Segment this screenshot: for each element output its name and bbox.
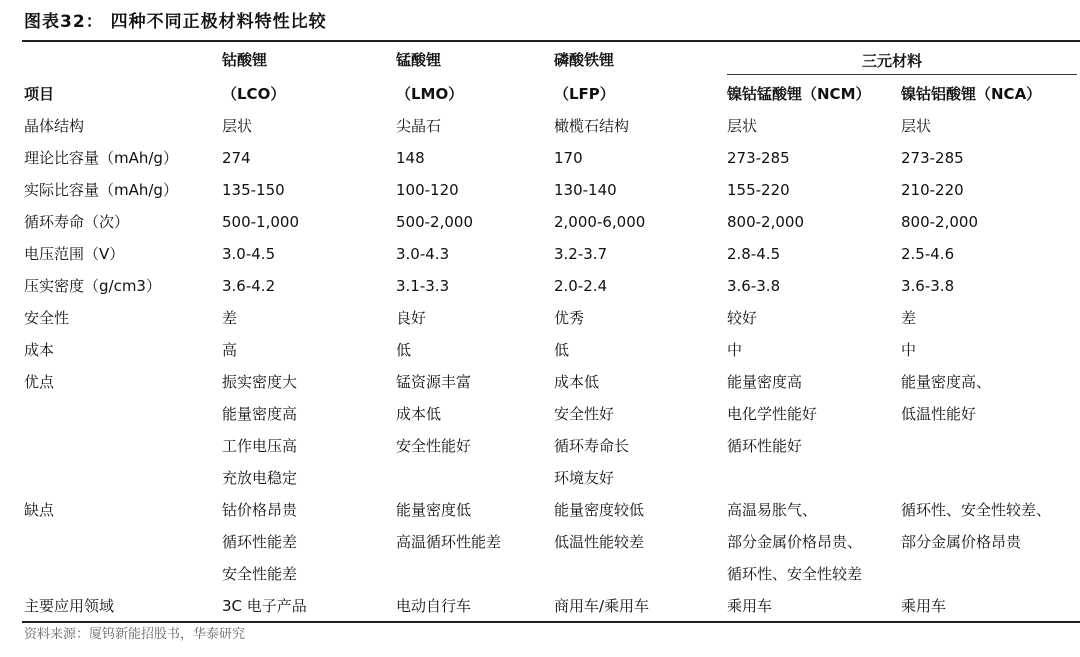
row-label: 安全性 <box>24 309 70 327</box>
table-cell: 155-220 <box>727 181 790 199</box>
advantages-lfp-line: 成本低 <box>554 373 600 391</box>
advantages-lfp-line: 环境友好 <box>554 469 615 487</box>
table-cell: 尖晶石 <box>396 117 442 135</box>
table-cell: 高 <box>222 341 238 359</box>
advantages-lfp-line: 安全性好 <box>554 405 615 423</box>
disadvantages-lfp-line: 低温性能较差 <box>554 533 645 551</box>
header-lmo-name: 锰酸锂 <box>396 51 442 69</box>
header-ncm-code: 镍钴锰酸锂（NCM） <box>727 85 871 103</box>
table-cell: 层状 <box>222 117 253 135</box>
table-cell: 800-2,000 <box>727 213 804 231</box>
advantages-lco-line: 工作电压高 <box>222 437 298 455</box>
applications-cell: 乘用车 <box>727 597 773 615</box>
table-cell: 差 <box>222 309 238 327</box>
header-item-code: 项目 <box>24 85 55 103</box>
applications-label: 主要应用领域 <box>24 597 115 615</box>
header-nca-code: 镍钴铝酸锂（NCA） <box>901 85 1042 103</box>
row-label: 晶体结构 <box>24 117 85 135</box>
table-cell: 500-2,000 <box>396 213 473 231</box>
row-label: 电压范围（V） <box>24 245 125 263</box>
disadvantages-nca-line: 部分金属价格昂贵 <box>901 533 1022 551</box>
advantages-ncm-line: 能量密度高 <box>727 373 803 391</box>
table-cell: 210-220 <box>901 181 964 199</box>
row-label: 成本 <box>24 341 55 359</box>
advantages-lco-line: 能量密度高 <box>222 405 298 423</box>
advantages-ncm-line: 循环性能好 <box>727 437 803 455</box>
table-cell: 层状 <box>727 117 758 135</box>
table-cell: 中 <box>901 341 917 359</box>
group-underline <box>727 74 1077 75</box>
row-label: 压实密度（g/cm3） <box>24 277 161 295</box>
table-cell: 273-285 <box>901 149 964 167</box>
applications-cell: 电动自行车 <box>396 597 472 615</box>
table-cell: 2.5-4.6 <box>901 245 955 263</box>
table-cell: 低 <box>396 341 412 359</box>
table-cell: 148 <box>396 149 425 167</box>
table-cell: 3.6-3.8 <box>901 277 955 295</box>
ternary-group-header: 三元材料 <box>861 52 922 70</box>
table-cell: 3.1-3.3 <box>396 277 450 295</box>
row-label: 循环寿命（次） <box>24 213 130 231</box>
table-cell: 3.6-4.2 <box>222 277 276 295</box>
disadvantages-nca-line: 循环性、安全性较差、 <box>901 501 1052 519</box>
row-label: 实际比容量（mAh/g） <box>24 181 178 199</box>
applications-cell: 商用车/乘用车 <box>554 597 650 615</box>
header-lco-name: 钴酸锂 <box>222 51 268 69</box>
disadvantages-lmo-line: 能量密度低 <box>396 501 472 519</box>
table-cell: 橄榄石结构 <box>554 117 630 135</box>
row-label: 理论比容量（mAh/g） <box>24 149 178 167</box>
table-cell: 3.6-3.8 <box>727 277 781 295</box>
disadvantages-label: 缺点 <box>24 501 55 519</box>
title-divider <box>22 40 1080 42</box>
advantages-ncm-line: 电化学性能好 <box>727 405 818 423</box>
applications-cell: 乘用车 <box>901 597 947 615</box>
table-cell: 良好 <box>396 309 427 327</box>
table-cell: 2,000-6,000 <box>554 213 646 231</box>
disadvantages-ncm-line: 高温易胀气、 <box>727 501 818 519</box>
table-cell: 500-1,000 <box>222 213 299 231</box>
table-cell: 130-140 <box>554 181 617 199</box>
disadvantages-ncm-line: 循环性、安全性较差 <box>727 565 863 583</box>
header-lfp-name: 磷酸铁锂 <box>554 51 615 69</box>
figure-title: 图表32： 四种不同正极材料特性比较 <box>24 12 327 32</box>
disadvantages-lco-line: 循环性能差 <box>222 533 298 551</box>
table-cell: 100-120 <box>396 181 459 199</box>
table-cell: 2.0-2.4 <box>554 277 608 295</box>
advantages-nca-line: 低温性能好 <box>901 405 977 423</box>
header-lco-code: （LCO） <box>222 85 286 103</box>
header-lmo-code: （LMO） <box>396 85 464 103</box>
table-cell: 3.0-4.3 <box>396 245 450 263</box>
disadvantages-ncm-line: 部分金属价格昂贵、 <box>727 533 863 551</box>
table-cell: 3.2-3.7 <box>554 245 608 263</box>
table-cell: 274 <box>222 149 251 167</box>
disadvantages-lco-line: 安全性能差 <box>222 565 298 583</box>
table-cell: 800-2,000 <box>901 213 978 231</box>
applications-cell: 3C 电子产品 <box>222 597 307 615</box>
header-lfp-code: （LFP） <box>554 85 615 103</box>
advantages-lmo-line: 安全性能好 <box>396 437 472 455</box>
source-note: 资料来源：厦钨新能招股书，华泰研究 <box>24 627 246 642</box>
advantages-nca-line: 能量密度高、 <box>901 373 992 391</box>
table-cell: 3.0-4.5 <box>222 245 276 263</box>
table-cell: 170 <box>554 149 583 167</box>
advantages-lco-line: 充放电稳定 <box>222 469 298 487</box>
table-cell: 135-150 <box>222 181 285 199</box>
disadvantages-lfp-line: 能量密度较低 <box>554 501 645 519</box>
table-cell: 层状 <box>901 117 932 135</box>
bottom-divider <box>22 621 1080 623</box>
table-cell: 差 <box>901 309 917 327</box>
advantages-lfp-line: 循环寿命长 <box>554 437 630 455</box>
table-cell: 低 <box>554 341 570 359</box>
table-cell: 较好 <box>727 309 758 327</box>
disadvantages-lmo-line: 高温循环性能差 <box>396 533 502 551</box>
advantages-lmo-line: 成本低 <box>396 405 442 423</box>
table-cell: 中 <box>727 341 743 359</box>
table-cell: 优秀 <box>554 309 585 327</box>
table-cell: 2.8-4.5 <box>727 245 781 263</box>
advantages-lco-line: 振实密度大 <box>222 373 298 391</box>
table-cell: 273-285 <box>727 149 790 167</box>
advantages-lmo-line: 锰资源丰富 <box>396 373 472 391</box>
advantages-label: 优点 <box>24 373 55 391</box>
disadvantages-lco-line: 钴价格昂贵 <box>222 501 298 519</box>
